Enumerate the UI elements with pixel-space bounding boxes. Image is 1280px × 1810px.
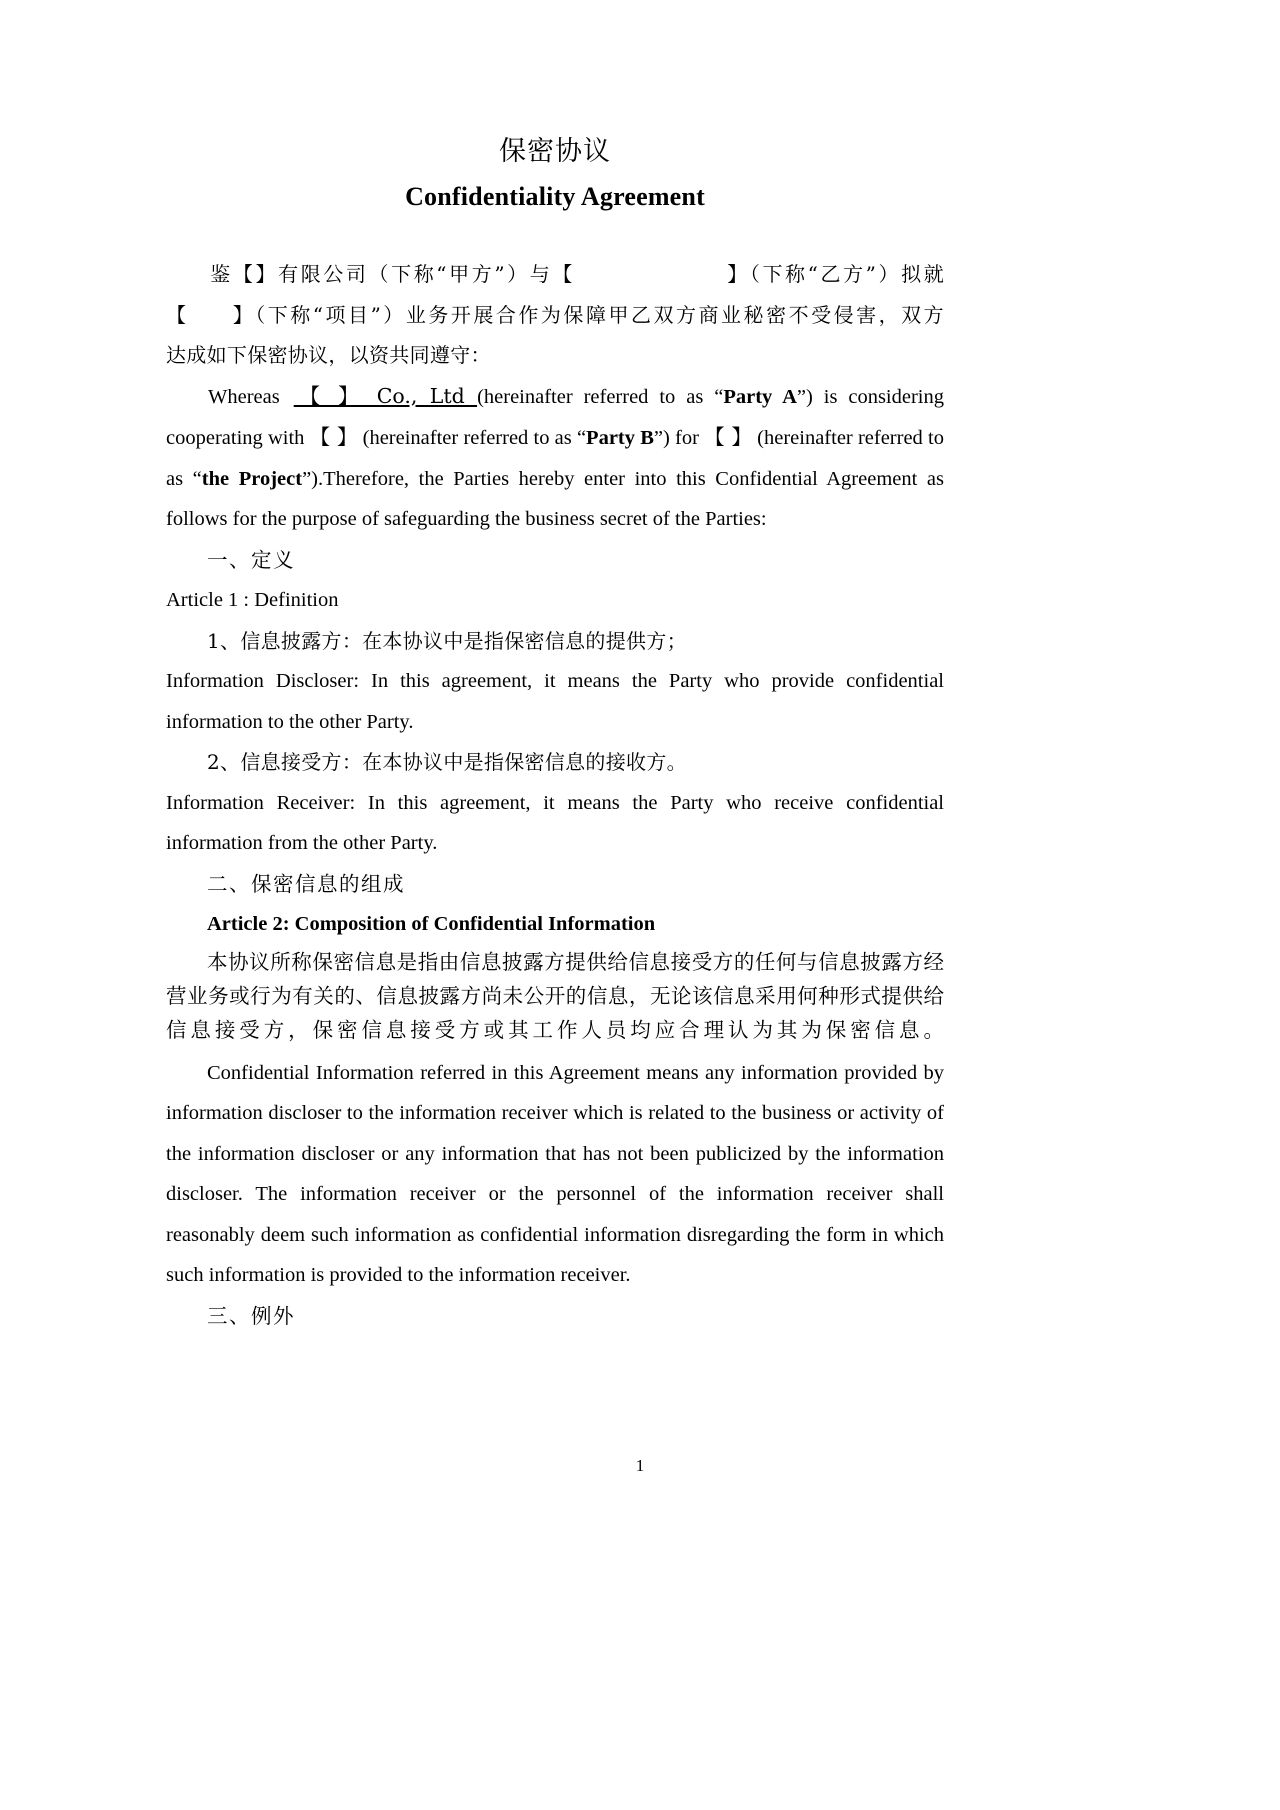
preamble-english <box>166 376 944 540</box>
whereas-seg5: (hereinafter referred to as “ <box>166 427 944 490</box>
document-body <box>166 0 944 1336</box>
party-b-bracket: 【 】 <box>309 425 358 449</box>
spacer-after-title <box>166 214 944 254</box>
project-term: the Project <box>201 467 303 490</box>
article2-heading-english: Article 2: Composition of Confidential Information <box>207 913 656 935</box>
whereas-seg3: (hereinafter referred to as “ <box>357 427 587 449</box>
preamble-cn-text-a: 鉴【】有限公司（下称“甲方”）与【 <box>208 262 575 286</box>
page-title-chinese: 保密协议 <box>499 136 611 167</box>
page-title-english: Confidentiality Agreement <box>405 182 705 211</box>
article1-item1-english: Information Discloser: In this agreement, it means the Party who provide confidential information to the other Party. <box>166 670 944 733</box>
whereas-label: Whereas <box>208 385 280 408</box>
preamble-chinese-line2 <box>166 295 944 336</box>
whereas-seg6: ”).Therefore, the Parties hereby enter into this Confidential Agreement as follows for the purpose of safeguarding the business secret of the Parties: <box>166 467 944 530</box>
preamble-chinese-line1 <box>166 254 944 295</box>
preamble-chinese-line3: 达成如下保密协议，以资共同遵守： <box>166 343 491 367</box>
article1-heading-english: Article 1 : Definition <box>166 589 339 611</box>
party-a-term: Party A <box>723 385 797 408</box>
preamble-cn-text-b: 】（下称“乙方”）拟就 <box>724 262 944 286</box>
article1-item2-english: Information Receiver: In this agreement, it means the Party who receive confidential information from the other Party. <box>166 791 944 854</box>
article2-body-english: Confidential Information referred in this Agreement means any information provided by information discloser to the information receiver which is related to the business or activity of the information discloser or any information that has not been publicized by the information discloser. The information receiver or the personnel of the information receiver shall reasonably deem such information as confidential information disregarding the form in which such information is provided to the information receiver. <box>166 1061 944 1286</box>
whereas-seg2: ”) is considering cooperating with <box>166 385 945 449</box>
party-b-term: Party B <box>586 427 654 449</box>
preamble-cn-bracket-open: 【 <box>166 302 189 327</box>
article2-body-chinese: 本协议所称保密信息是指由信息披露方提供给信息接受方的任何与信息披露方经营业务或行为有关的、信息披露方尚未公开的信息，无论该信息采用何种形式提供给信息接受方，保密信息接受方或其工作人员均应合理认为其为保密信息。 <box>166 949 944 1042</box>
article3-heading-chinese: 三、例外 <box>207 1303 295 1328</box>
whereas-seg4: ”) for <box>653 427 705 449</box>
article2-heading-chinese: 二、保密信息的组成 <box>207 871 405 896</box>
preamble-cn-text-c: 】（下称“项目”）业务开展合作为保障甲乙双方商业秘密不受侵害，双方 <box>230 302 944 327</box>
party-a-blank: 【 】 Co., Ltd <box>293 383 478 408</box>
project-bracket: 【 】 <box>704 425 752 449</box>
article1-heading-chinese: 一、定义 <box>207 547 295 572</box>
article1-item2-chinese: 2、信息接受方：在本协议中是指保密信息的接收方。 <box>207 750 687 774</box>
whereas-seg1: (hereinafter referred to as “ <box>477 385 724 408</box>
article1-item1-chinese: 1、信息披露方：在本协议中是指保密信息的提供方； <box>207 628 687 653</box>
page-number: 1 <box>635 1456 645 1475</box>
